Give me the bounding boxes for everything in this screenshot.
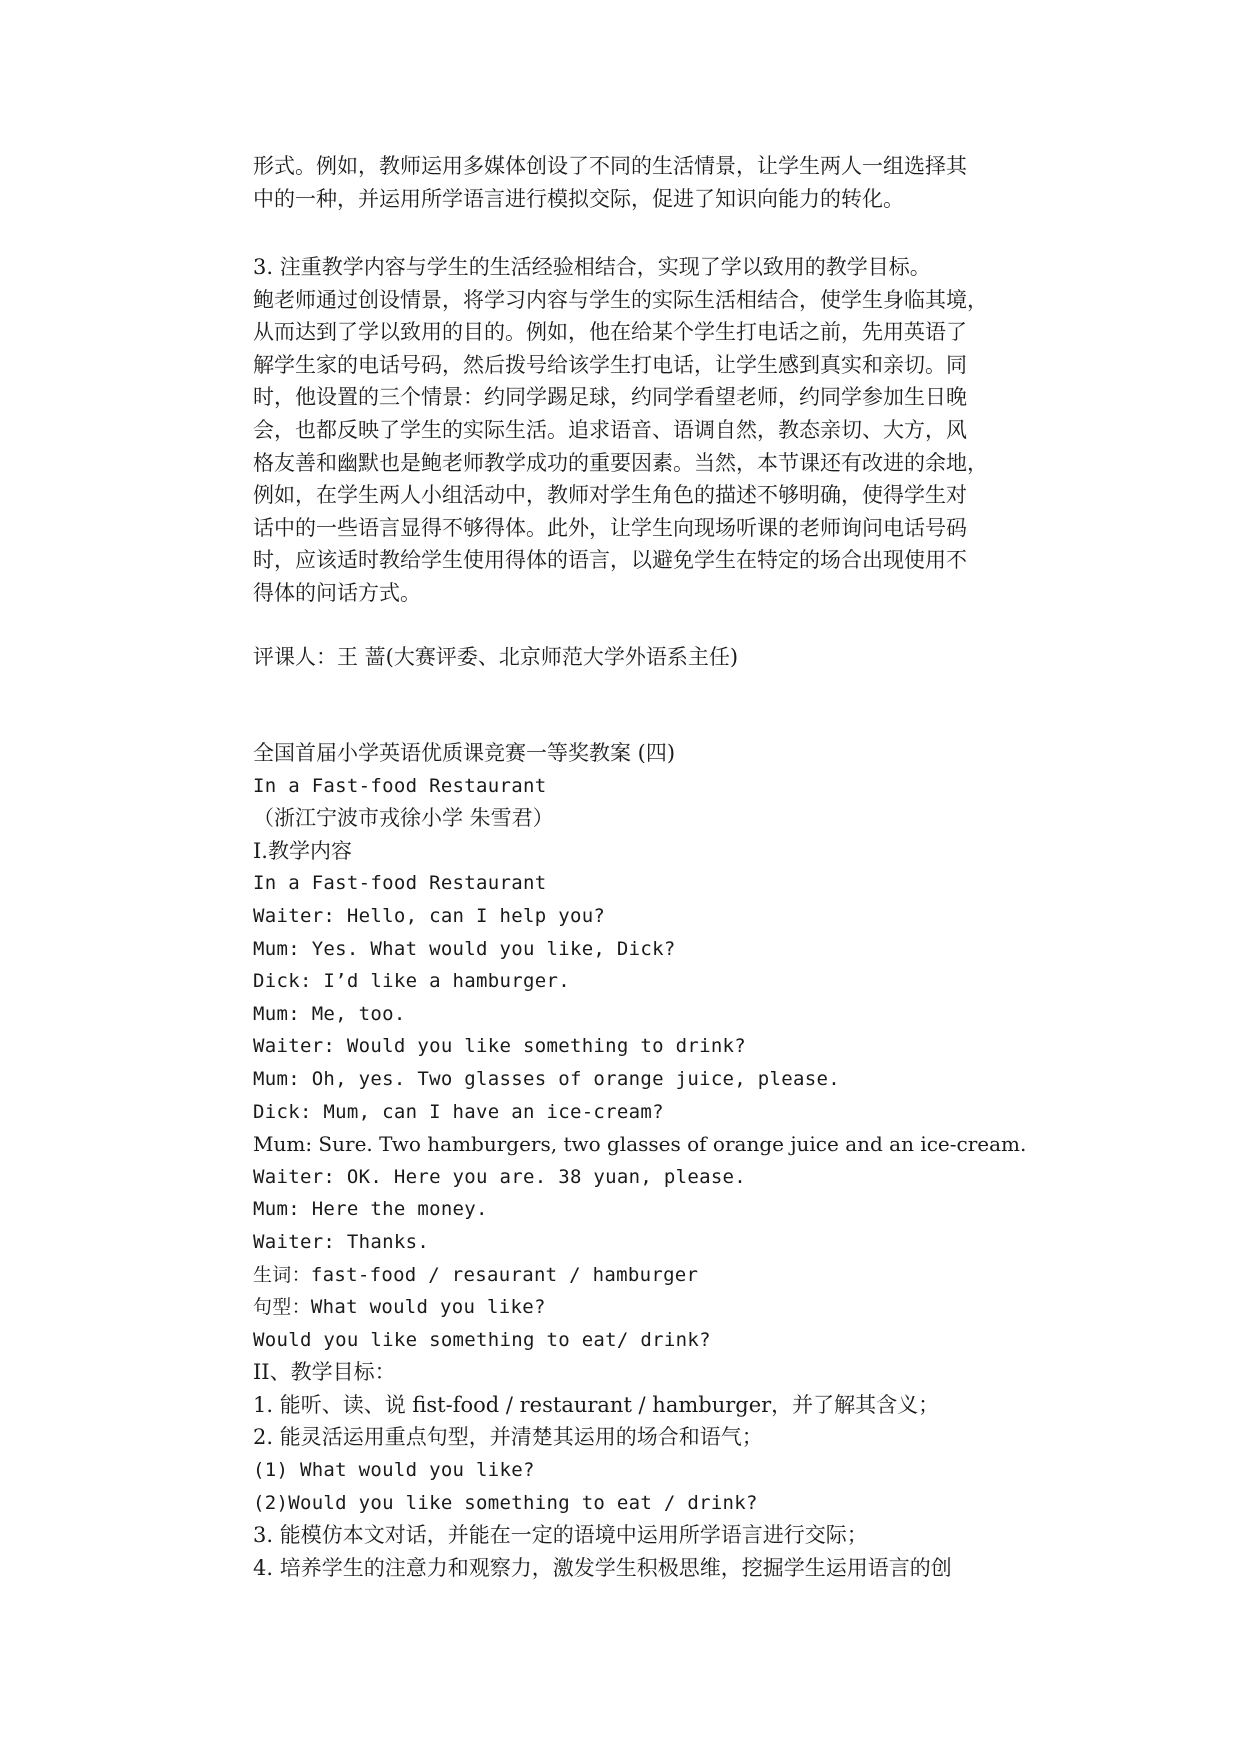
dialogue-line: Waiter: OK. Here you are. 38 yuan, please. [253,1165,747,1188]
dialogue-line: Waiter: Thanks. [253,1230,430,1253]
text-line: 时，应该适时教给学生使用得体的语言，以避免学生在特定的场合出现使用不 [253,548,967,573]
point-heading: 3. 注重教学内容与学生的生活经验相结合，实现了学以致用的教学目标。 [253,255,931,279]
lesson-plan-title: 全国首届小学英语优质课竞赛一等奖教案 (四) [253,741,676,765]
text-line: 鲍老师通过创设情景，将学习内容与学生的实际生活相结合，使学生身临其境， [253,287,988,312]
dialogue-line: Waiter: Would you like something to drink? [253,1035,747,1058]
text-line: 中的一种，并运用所学语言进行模拟交际，促进了知识向能力的转化。 [253,186,904,211]
reviewer-text: 评课人：王 蔷(大赛评委、北京师范大学外语系主任) [253,645,739,669]
intro-paragraph [253,150,998,215]
text-line: 例如，在学生两人小组活动中，教师对学生角色的描述不够明确，使得学生对 [253,483,967,508]
section-heading-goals: II、教学目标： [253,1360,396,1385]
dialogue-line: Mum: Here the money. [253,1198,488,1221]
goal-item: 1. 能听、读、说 fist-food / restaurant / hamburger，并了解其含义； [253,1392,940,1417]
text-line: 时，他设置的三个情景：约同学踢足球，约同学看望老师，约同学参加生日晚 [253,385,967,410]
sentence-pattern-line: Would you like something to eat/ drink? [253,1328,711,1351]
vocabulary-line: 生词：fast-food / resaurant / hamburger [253,1263,699,1286]
dialogue-line: Dick: I’d like a hamburger. [253,970,570,993]
text-line: 解学生家的电话号码，然后拨号给该学生打电话，让学生感到真实和亲切。同 [253,352,967,377]
dialogue-title: In a Fast-food Restaurant [253,872,547,895]
dialogue-line: Mum: Me, too. [253,1002,406,1025]
text-line: 会，也都反映了学生的实际生活。追求语音、语调自然，教态亲切、大方，风 [253,417,967,442]
text-line: 得体的问话方式。 [253,580,421,605]
sentence-pattern-line: 句型：What would you like? [253,1296,546,1319]
dialogue-line: Mum: Yes. What would you like, Dick? [253,937,676,960]
dialogue-line: Mum: Oh, yes. Two glasses of orange juice, please. [253,1067,840,1090]
text-line: 形式。例如，教师运用多媒体创设了不同的生活情景，让学生两人一组选择其 [253,154,967,178]
goal-item: 3. 能模仿本文对话，并能在一定的语境中运用所学语言进行交际； [253,1523,868,1548]
section-heading-content: I.教学内容 [253,838,352,863]
text-line: 格友善和幽默也是鲍老师教学成功的重要因素。当然，本节课还有改进的余地， [253,450,988,475]
dialogue-line: Mum: Sure. Two hamburgers, two glasses of orange juice and an ice-cream. [253,1132,1027,1157]
reviewer-line [253,641,998,674]
point-3-paragraph [253,251,998,610]
goal-sub-item: (1) What would you like? [253,1459,535,1482]
dialogue-line: Waiter: Hello, can I help you? [253,904,606,927]
lesson-plan [253,737,1027,1584]
text-line: 话中的一些语言显得不够得体。此外，让学生向现场听课的老师询问电话号码 [253,515,967,540]
dialogue-line: Dick: Mum, can I have an ice-cream? [253,1100,664,1123]
goal-item: 4. 培养学生的注意力和观察力，激发学生积极思维，挖掘学生运用语言的创 [253,1555,952,1580]
text-line: 从而达到了学以致用的目的。例如，他在给某个学生打电话之前，先用英语了 [253,320,967,345]
goal-sub-item: (2)Would you like something to eat / drink? [253,1491,758,1514]
lesson-title-english: In a Fast-food Restaurant [253,774,547,797]
lesson-author: （浙江宁波市戎徐小学 朱雪君） [253,806,554,831]
goal-item: 2. 能灵活运用重点句型，并清楚其运用的场合和语气； [253,1425,763,1450]
